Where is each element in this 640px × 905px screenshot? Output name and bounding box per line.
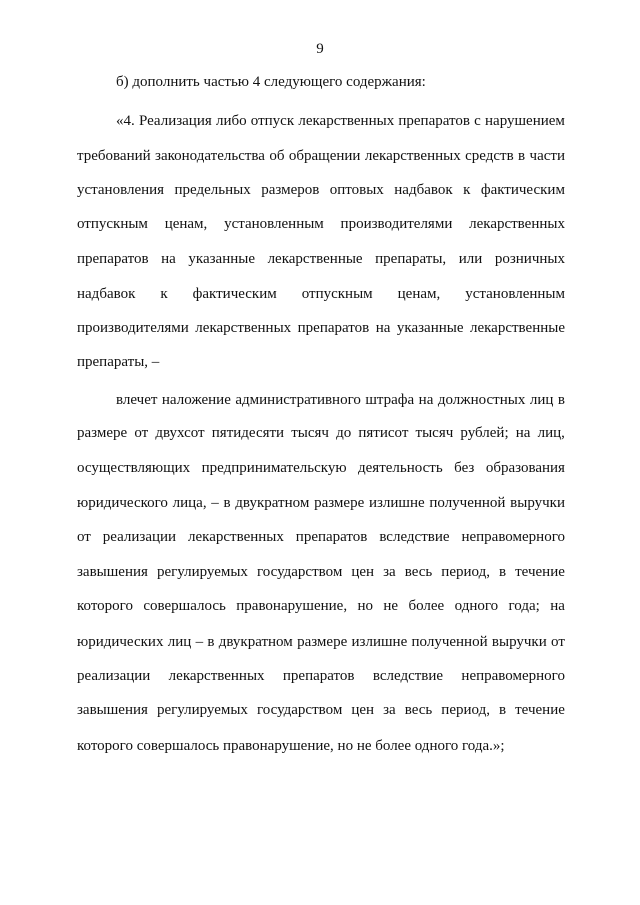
word: средств: [465, 148, 514, 164]
word: одного: [454, 598, 499, 614]
word: в: [499, 702, 507, 718]
word: лица,: [172, 495, 207, 511]
word: к: [160, 286, 168, 302]
text-line: [77, 563, 565, 581]
word: лекарственных: [364, 148, 461, 164]
word: на: [515, 425, 531, 441]
word: пятидесяти: [211, 425, 285, 441]
word: препаратов: [398, 113, 470, 129]
word: неправомерного: [461, 529, 565, 545]
word: пятисот: [358, 425, 409, 441]
word: но: [357, 598, 374, 614]
text-line: [77, 215, 565, 233]
text-line: [77, 181, 565, 199]
word: вследствие: [379, 529, 450, 545]
word: двукратном: [235, 495, 310, 511]
word: тысяч: [415, 425, 454, 441]
word: оптовых: [329, 182, 384, 198]
word: влечет: [116, 392, 158, 408]
word: регулируемых: [156, 702, 248, 718]
word: обращении: [288, 148, 361, 164]
word: весь: [404, 702, 433, 718]
word: лекарственных: [195, 320, 292, 336]
word: на: [550, 598, 565, 614]
word: об: [269, 148, 285, 164]
word: государством: [256, 702, 343, 718]
word: ценам,: [397, 286, 441, 302]
word: государством: [256, 564, 343, 580]
word: с: [474, 113, 481, 129]
word: фактическим: [192, 286, 277, 302]
word: за: [383, 702, 396, 718]
word: –: [195, 634, 204, 650]
text-line: [77, 285, 565, 303]
word: неправомерного: [461, 668, 565, 684]
word: производителями: [77, 320, 189, 336]
word: наложение: [161, 392, 231, 408]
word: без: [454, 460, 475, 476]
word: розничных: [494, 251, 565, 267]
word: лекарственных: [168, 668, 265, 684]
word: тысяч: [291, 425, 329, 441]
word: на: [375, 320, 391, 336]
text-line: [77, 424, 565, 442]
word: отпускным: [301, 286, 373, 302]
text-line: [77, 494, 565, 512]
word: которого: [77, 598, 133, 614]
word: либо: [215, 113, 247, 129]
word: период,: [441, 702, 490, 718]
text-line: [77, 633, 565, 651]
word: надбавок: [394, 182, 453, 198]
paragraph-2-last-line: которого совершалось правонарушение, но не более одного года.»;: [77, 738, 505, 754]
word: в: [223, 495, 231, 511]
word: завышения: [77, 702, 148, 718]
word: цен: [351, 702, 375, 718]
word: производителями: [340, 216, 453, 232]
word: нарушением: [485, 113, 565, 129]
word: требований: [77, 148, 151, 164]
word: лекарственные: [469, 320, 565, 336]
word: излишне: [368, 495, 425, 511]
word: фактическим: [480, 182, 565, 198]
word: от: [551, 634, 565, 650]
text-line: [77, 319, 565, 337]
word: части: [529, 148, 565, 164]
word: совершалось: [143, 598, 226, 614]
word: лекарственных: [188, 529, 284, 545]
word: Реализация: [138, 113, 212, 129]
word: рублей;: [460, 425, 509, 441]
word: реализации: [77, 668, 151, 684]
word: отпуск: [250, 113, 295, 129]
word: регулируемых: [156, 564, 248, 580]
text-line: [116, 112, 565, 130]
word: цен: [351, 564, 375, 580]
word: препаратов: [297, 320, 370, 336]
word: выручки: [491, 634, 547, 650]
word: двукратном: [218, 634, 293, 650]
word: до: [336, 425, 352, 441]
word: осуществляющих: [77, 460, 191, 476]
text-line: [77, 459, 565, 477]
word: полученной: [411, 634, 488, 650]
word: выручки: [510, 495, 565, 511]
word: на: [161, 251, 176, 267]
word: лиц: [167, 634, 192, 650]
word: года;: [508, 598, 540, 614]
word: должностных: [437, 392, 526, 408]
word: установленным: [224, 216, 324, 232]
word: двухсот: [155, 425, 205, 441]
text-line: [77, 147, 565, 165]
word: правонарушение,: [236, 598, 348, 614]
word: отпускным: [77, 216, 148, 232]
word: юридических: [77, 634, 164, 650]
word: реализации: [102, 529, 177, 545]
text-line: [77, 597, 565, 615]
word: лекарственных: [469, 216, 565, 232]
word: деятельность: [358, 460, 443, 476]
word: препаратов: [295, 529, 368, 545]
word: более: [408, 598, 445, 614]
word: установленным: [465, 286, 565, 302]
word: полученной: [429, 495, 506, 511]
word: указанные: [396, 320, 464, 336]
word: установления: [77, 182, 165, 198]
word: размере: [314, 495, 365, 511]
word: или: [458, 251, 483, 267]
word: образования: [485, 460, 565, 476]
word: в: [557, 392, 565, 408]
word: на: [418, 392, 434, 408]
word: течение: [515, 564, 565, 580]
word: размеров: [261, 182, 320, 198]
word: от: [134, 425, 149, 441]
word: препаратов: [77, 251, 149, 267]
word: размере: [77, 425, 128, 441]
word: весь: [404, 564, 433, 580]
word: препаратов: [282, 668, 355, 684]
word: предпринимательскую: [201, 460, 347, 476]
word: административного: [235, 392, 361, 408]
paragraph-1-last-line: препараты, –: [77, 354, 160, 370]
word: –: [211, 495, 219, 511]
word: от: [77, 529, 91, 545]
intro-line: б) дополнить частью 4 следующего содержания:: [116, 74, 426, 90]
word: не: [383, 598, 399, 614]
page-number: 9: [316, 41, 324, 57]
word: законодательства: [155, 148, 265, 164]
word: «4.: [116, 113, 135, 129]
word: указанные: [188, 251, 255, 267]
word: лиц: [529, 392, 554, 408]
text-line: [77, 667, 565, 685]
word: в: [207, 634, 215, 650]
word: лиц,: [537, 425, 565, 441]
word: надбавок: [77, 286, 136, 302]
text-line: [77, 701, 565, 719]
word: к: [463, 182, 471, 198]
word: предельных: [174, 182, 251, 198]
text-line: [116, 391, 565, 409]
word: излишне: [351, 634, 408, 650]
word: лекарственных: [298, 113, 395, 129]
word: ценам,: [164, 216, 208, 232]
word: размере: [297, 634, 348, 650]
word: за: [383, 564, 396, 580]
word: период,: [441, 564, 490, 580]
word: в: [518, 148, 526, 164]
text-line: [77, 250, 565, 268]
word: завышения: [77, 564, 148, 580]
text-line: [77, 528, 565, 546]
word: юридического: [77, 495, 168, 511]
word: препараты,: [375, 251, 447, 267]
word: течение: [515, 702, 565, 718]
word: штрафа: [365, 392, 415, 408]
word: в: [499, 564, 507, 580]
word: вследствие: [372, 668, 444, 684]
word: лекарственные: [267, 251, 363, 267]
